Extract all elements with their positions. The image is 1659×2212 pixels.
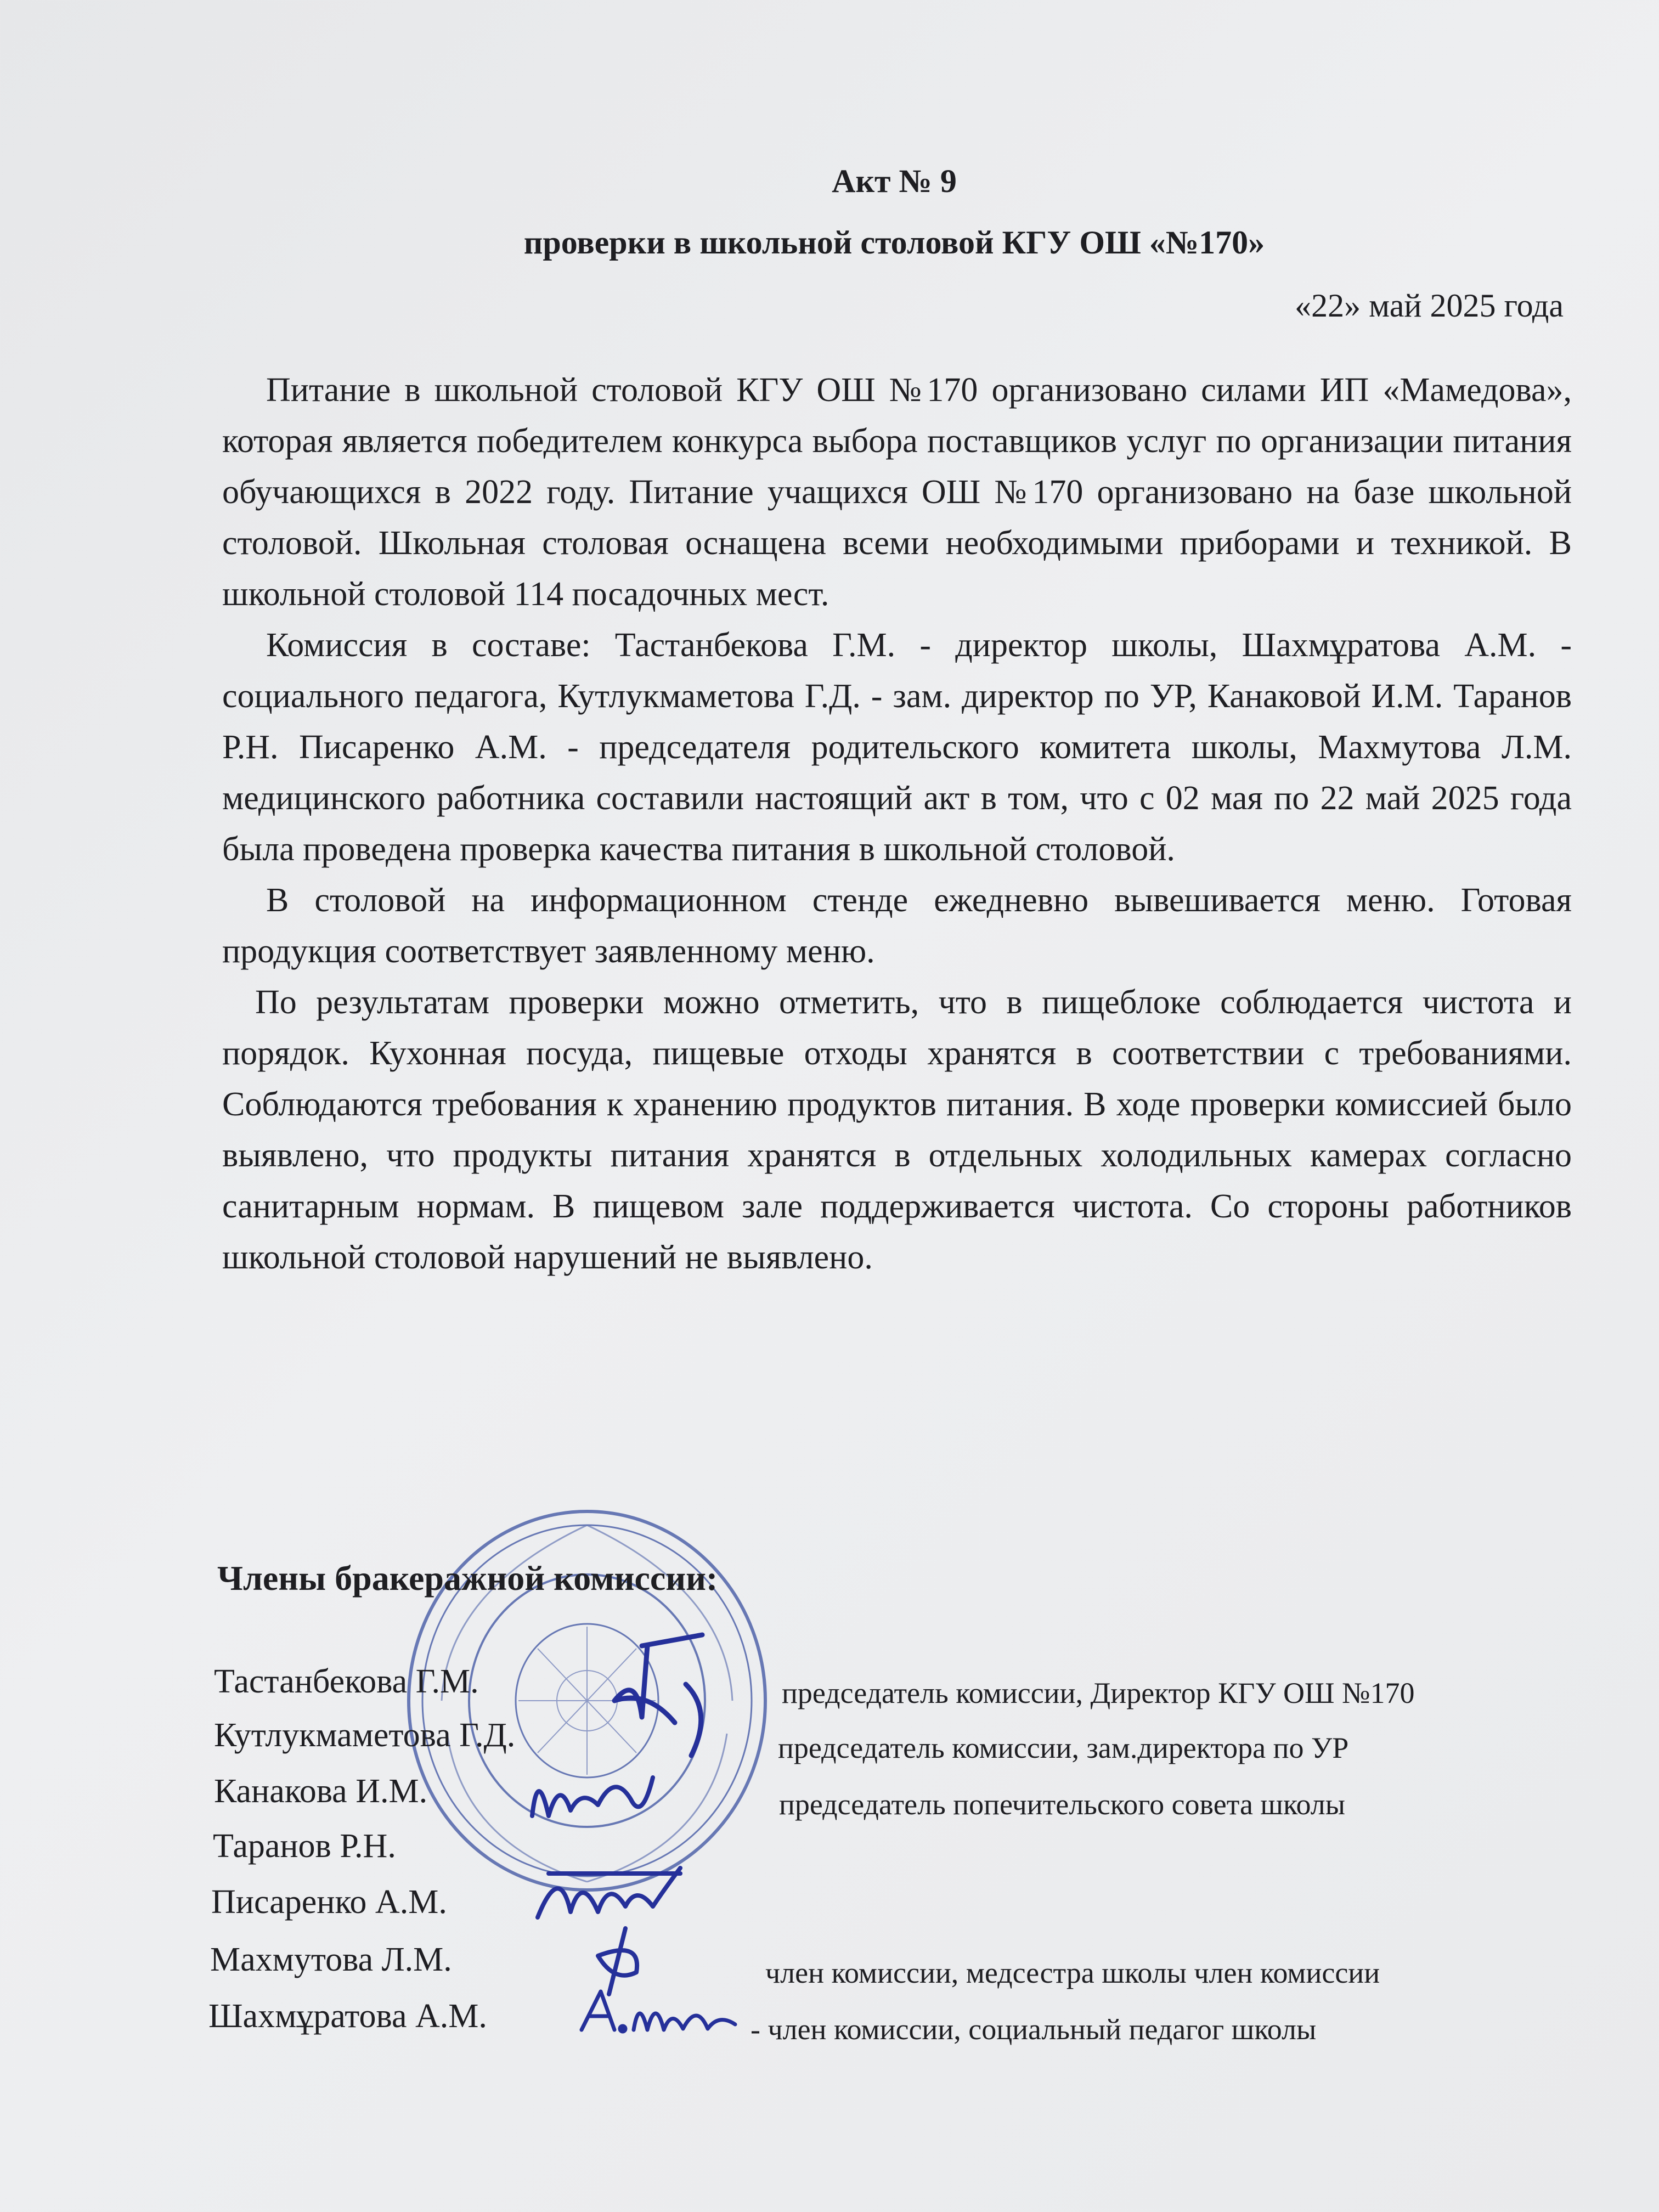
member-name: Махмутова Л.М.: [210, 1941, 452, 1978]
member-name: Тастанбекова Г.М.: [214, 1663, 479, 1700]
member-role: председатель комиссии, зам.директора по УР: [778, 1731, 1349, 1764]
member-role: - член комиссии, социальный педагог школы: [751, 2013, 1317, 2046]
member-name: Писаренко А.М.: [211, 1883, 447, 1921]
member-name: Таранов Р.Н.: [213, 1827, 396, 1865]
members-title: Члены бракеражной комиссии:: [217, 1559, 718, 1598]
member-role: председатель комиссии, Директор КГУ ОШ №170: [782, 1677, 1415, 1709]
document-subtitle: проверки в школьной столовой КГУ ОШ «№170»: [523, 224, 1265, 261]
member-role: член комиссии, медсестра школы член комиссии: [765, 1956, 1380, 1989]
member-name: Канакова И.М.: [214, 1773, 428, 1810]
paragraph-1: Питание в школьной столовой КГУ ОШ №170 организовано силами ИП «Мамедова», которая является победителем конкурса выбора поставщиков услуг по организации питания обучающихся в 2022 году. Питание учащихся ОШ №170 организовано на базе школьной столовой. Школьная столовая оснащена всеми необходимыми приборами и техникой. В школьной столовой 114 посадочных мест.: [222, 371, 1572, 613]
document-date: «22» май 2025 года: [1295, 287, 1564, 324]
handwritten-signature-icon: [521, 1756, 664, 1838]
handwritten-signature-icon: [582, 1624, 746, 1767]
paragraph-2: Комиссия в составе: Тастанбекова Г.М. - директор школы, Шахмұратова А.М. - социального педагога, Кутлукмаметова Г.Д. - зам. директор по УР, Канаковой И.М. Таранов Р.Н. Писаренко А.М. - председателя родительского комитета школы, Махмутова Л.М. медицинского работника составили настоящий акт в том, что с 02 мая по 22 май 2025 года была проведена проверка качества питания в школьной столовой.: [222, 627, 1572, 868]
paragraph-4: По результатам проверки можно отметить, что в пищеблоке соблюдается чистота и порядок. Кухонная посуда, пищевые отходы хранятся в соответствии с требованиями. Соблюдаются требования к хранению продуктов питания. В ходе проверки комиссией было выявлено, что продукты питания хранятся в отдельных холодильных камерах согласно санитарным нормам. В пищевом зале поддерживается чистота. Со стороны работников школьной столовой нарушений не выявлено.: [222, 984, 1572, 1276]
document-title: Акт № 9: [832, 163, 957, 199]
member-name: Шахмұратова А.М.: [208, 1997, 487, 2035]
member-role: председатель попечительского совета школы: [779, 1788, 1346, 1821]
handwritten-signature-icon: [571, 1980, 757, 2046]
document-body: [222, 365, 1572, 1283]
paragraph-3: В столовой на информационном стенде ежедневно вывешивается меню. Готовая продукция соответствует заявленному меню.: [222, 882, 1572, 970]
member-name: Кутлукмаметова Г.Д.: [214, 1717, 516, 1754]
